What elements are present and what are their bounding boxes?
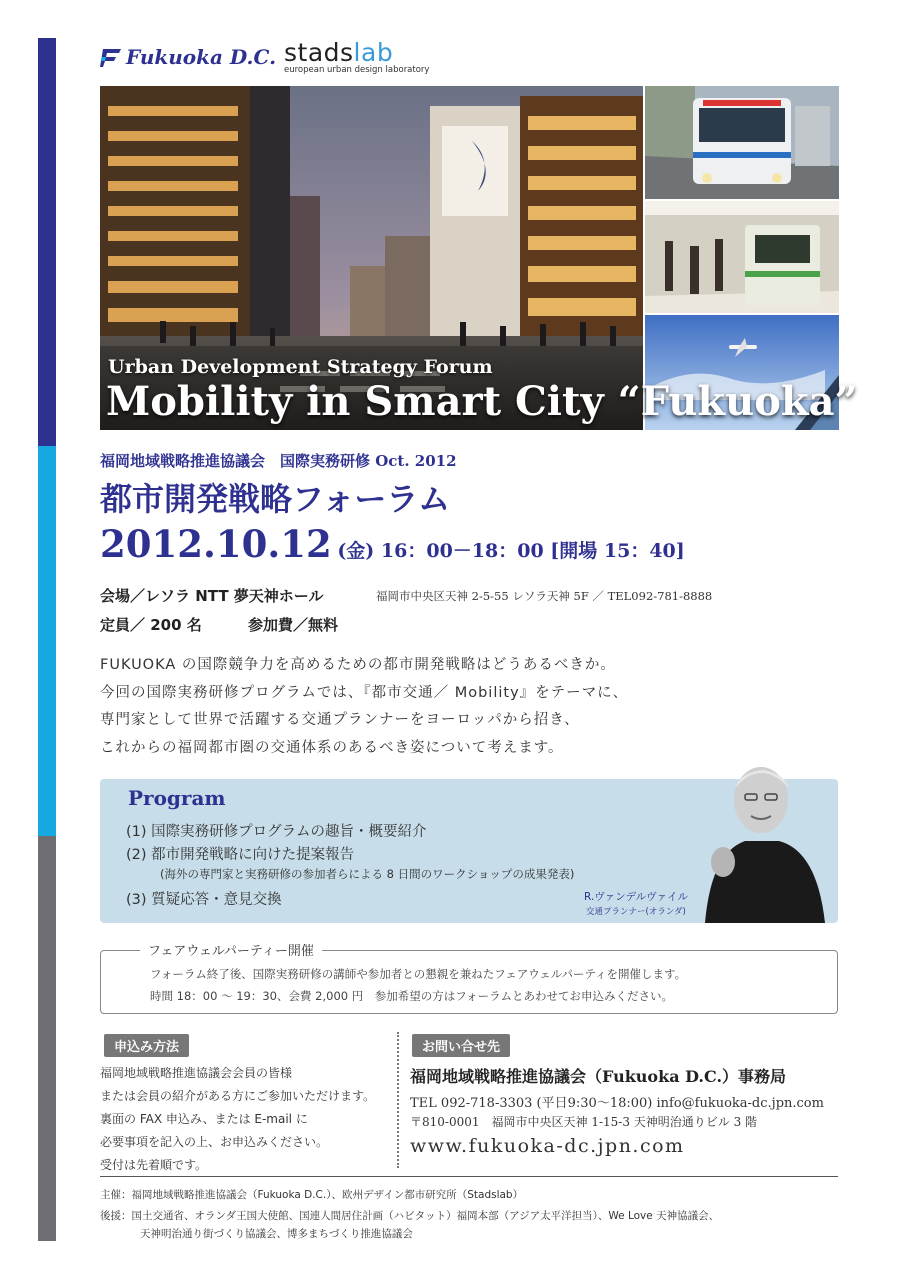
hero-title: Mobility in Smart City “Fukuoka” bbox=[106, 378, 858, 425]
farewell-box bbox=[100, 950, 838, 1014]
fukuoka-dc-logo bbox=[100, 40, 276, 74]
stadslab-logo-subtitle: european urban design laboratory bbox=[284, 65, 430, 75]
apply-line: 裏面の FAX 申込み、または E-mail に bbox=[100, 1112, 308, 1126]
hero-bus-photo bbox=[645, 86, 839, 199]
hero-subtitle: Urban Development Strategy Forum bbox=[108, 356, 493, 378]
intro-line: 専門家として世界で活躍する交通プランナーをヨーロッパから招き、 bbox=[100, 712, 580, 728]
contact-organization: 福岡地域戦略推進協議会（Fukuoka D.C.）事務局 bbox=[410, 1067, 787, 1086]
apply-instructions bbox=[100, 1062, 375, 1177]
stadslab-logo bbox=[284, 38, 429, 75]
intro-line: これからの福岡都市圏の交通体系のあるべき姿について考えます。 bbox=[100, 739, 564, 756]
fukuoka-dc-logo-text: Fukuoka D.C. bbox=[126, 45, 277, 69]
apply-line: 福岡地域戦略推進協議会会員の皆様 bbox=[100, 1066, 293, 1080]
section-divider bbox=[397, 1032, 399, 1168]
accent-bar-cyan bbox=[38, 446, 56, 836]
accent-bar-navy bbox=[38, 38, 56, 446]
contact-tag: お問い合せ先 bbox=[412, 1034, 510, 1057]
event-venue-address: 福岡市中央区天神 2-5-55 レソラ天神 5F ／ TEL092-781-8888 bbox=[376, 589, 713, 603]
footer-supporters-continued: 天神明治通り街づくり協議会、博多まちづくり推進協議会 bbox=[140, 1228, 413, 1240]
event-time: (金) 16：00－18：00 [開場 15：40] bbox=[337, 540, 685, 562]
accent-bar-gray bbox=[38, 836, 56, 1241]
stadslab-logo-main: stads bbox=[284, 38, 354, 67]
speaker-name: R.ヴァンデルヴァイル bbox=[584, 891, 689, 903]
event-date-line bbox=[100, 522, 685, 566]
fukuoka-dc-mark-icon bbox=[100, 46, 122, 68]
contact-website: www.fukuoka-dc.jpn.com bbox=[410, 1135, 685, 1157]
contact-address: 〒810-0001 福岡市中央区天神 1-15-3 天神明治通りビル 3 階 bbox=[410, 1115, 758, 1129]
apply-line: 受付は先着順です。 bbox=[100, 1158, 208, 1172]
program-item: (3) 質疑応答・意見交換 bbox=[126, 892, 282, 908]
farewell-title: フェアウェルパーティー開催 bbox=[140, 940, 322, 959]
footer-organizer: 主催：福岡地域戦略推進協議会（Fukuoka D.C.）、欧州デザイン都市研究所（Stadslab） bbox=[100, 1189, 524, 1201]
intro-paragraph bbox=[100, 652, 820, 762]
apply-tag: 申込み方法 bbox=[104, 1034, 189, 1057]
event-title: 都市開発戦略フォーラム bbox=[100, 480, 451, 518]
speaker-role: 交通プランナー(オランダ) bbox=[586, 907, 686, 917]
program-title: Program bbox=[128, 786, 226, 810]
intro-line: FUKUOKA の国際競争力を高めるための都市開発戦略はどうあるべきか。 bbox=[100, 657, 616, 673]
hero-subway-photo bbox=[645, 201, 839, 313]
program-item-note: (海外の専門家と実務研修の参加者らによる 8 日間のワークショップの成果発表) bbox=[160, 867, 575, 881]
farewell-description: フォーラム終了後、国際実務研修の講師や参加者との懇親を兼ねたフェアウェルパーティを開催します。 bbox=[150, 967, 687, 981]
contact-phone-email: TEL 092-718-3303 (平日9:30～18:00) info@fukuoka-dc.jpn.com bbox=[410, 1096, 824, 1111]
speaker-photo bbox=[695, 752, 828, 923]
footer-divider bbox=[100, 1176, 838, 1177]
footer-supporters: 後援：国土交通省、オランダ王国大使館、国連人間居住計画（ハビタット）福岡本部（アジア太平洋担当）、We Love 天神協議会、 bbox=[100, 1210, 720, 1222]
apply-line: 必要事項を記入の上、お申込みください。 bbox=[100, 1135, 329, 1149]
event-date: 2012.10.12 bbox=[100, 522, 332, 566]
stadslab-logo-accent: lab bbox=[353, 38, 394, 67]
program-item: (1) 国際実務研修プログラムの趣旨・概要紹介 bbox=[126, 824, 427, 840]
event-capacity: 定員／ 200 名 bbox=[100, 616, 202, 634]
event-venue: 会場／レソラ NTT 夢天神ホール bbox=[100, 587, 324, 605]
intro-line: 今回の国際実務研修プログラムでは、『都市交通／ Mobility』をテーマに、 bbox=[100, 684, 629, 701]
event-fee: 参加費／無料 bbox=[248, 616, 339, 634]
farewell-details: 時間 18：00 ～ 19：30、会費 2,000 円 参加希望の方はフォーラムとあわせてお申込みください。 bbox=[150, 989, 674, 1003]
event-sub-heading: 福岡地域戦略推進協議会 国際実務研修 Oct. 2012 bbox=[100, 452, 457, 470]
program-item: (2) 都市開発戦略に向けた提案報告 bbox=[126, 847, 355, 863]
apply-line: または会員の紹介がある方にご参加いただけます。 bbox=[100, 1089, 376, 1103]
